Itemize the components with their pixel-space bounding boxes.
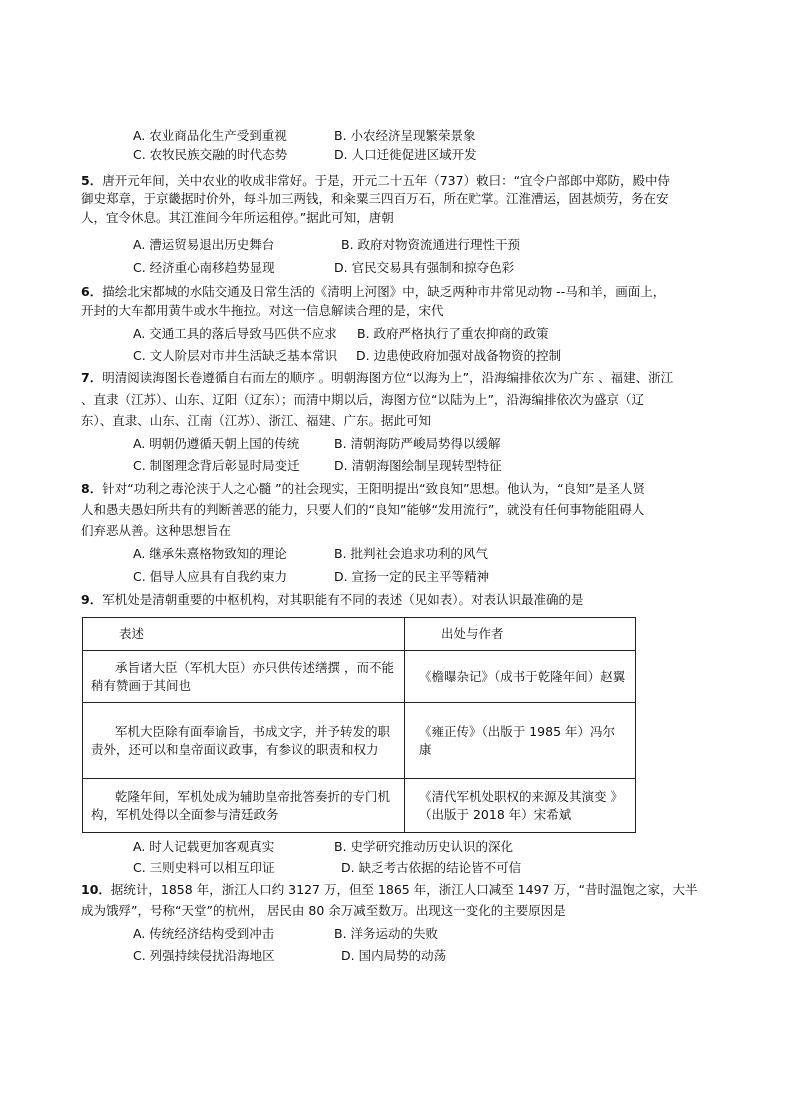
q10-option-b: B. 洋务运动的失败 (334, 926, 439, 941)
q5-option-a: A. 漕运贸易退出历史舞台 (133, 237, 275, 252)
table-cell-statement: 承旨诸大臣（军机大臣）亦只供传述缮撰 ，而不能稍有赞画于其间也 (83, 651, 405, 703)
q5-stem-line-2: 御史郑章，于京畿据时价外，每斗加三两钱，和籴粟三四百万石，所在贮掌。江淮漕运，固甚烦劳，务在安 (81, 191, 669, 206)
q9-option-c: C. 三则史料可以相互印证 (133, 860, 275, 875)
q9-option-b: B. 史学研究推动历史认识的深化 (334, 839, 514, 854)
q6-option-d: D. 边患使政府加强对战备物资的控制 (356, 348, 562, 363)
q5-stem-line-1: 5．唐开元年间，关中农业的收成非常好。于是，开元二十五年（737）敕曰：“宜令户部郎中郑防，殿中侍 (81, 173, 671, 188)
q8-option-c: C. 倡导人应具有自我约束力 (133, 569, 288, 584)
table-row (83, 651, 636, 703)
q9-option-a: A. 时人记载更加客观真实 (133, 839, 275, 854)
q8-option-b: B. 批判社会追求功利的风气 (334, 546, 489, 561)
q8-stem-line-2: 人和愚夫愚妇所共有的判断善恶的能力，只要人们的“良知”能够“发用流行”，就没有任何事物能阻碍人 (81, 502, 645, 517)
q10-stem-line-1: 10．据统计，1858 年，浙江人口约 3127 万，但至 1865 年，浙江人口减至 1497 万，“昔时温饱之家，大半 (81, 882, 698, 897)
q9-source-table (82, 617, 636, 833)
table-cell-statement: 军机大臣除有面奉谕旨，书成文字，并予转发的职责外，还可以和皇帝面议政事，有参议的职责和权力 (83, 703, 405, 779)
table-cell-statement: 乾隆年间，军机处成为辅助皇帝批答奏折的专门机构，军机处得以全面参与清廷政务 (83, 779, 405, 833)
q5-stem-line-3: 人，宜令休息。其江淮间今年所运租停。”据此可知，唐朝 (81, 210, 394, 225)
q8-stem-line-1: 8．针对“功利之毒沦浃于人之心髓 ”的社会现实，王阳明提出“致良知”思想。他认为，“良知”是圣人贤 (81, 481, 646, 496)
q6-stem-line-2: 开封的大车都用黄牛或水牛拖拉。对这一信息解读合理的是，宋代 (81, 303, 444, 318)
q10-option-a: A. 传统经济结构受到冲击 (133, 926, 275, 941)
q7-stem-line-3: 东）、直隶、山东、江南（江苏）、浙江、福建、广东。据此可知 (81, 413, 432, 428)
table-cell-source: 《清代军机处职权的来源及其演变 》（出版于 2018 年）宋希斌 (405, 779, 636, 833)
q9-stem: 9．军机处是清朝重要的中枢机构，对其职能有不同的表述（见如表）。对表认识最准确的是 (81, 592, 584, 607)
q5-option-c: C. 经济重心南移趋势显现 (133, 260, 275, 275)
q5-option-d: D. 官民交易具有强制和掠夺色彩 (334, 260, 515, 275)
q7-stem-line-1: 7．明清阅读海图长卷遵循自右而左的顺序 。明朝海图方位“以海为上”，沿海编排依次为广东 、福建、浙江 (81, 370, 674, 385)
q8-number: 8． (81, 481, 103, 496)
q6-option-c: C. 文人阶层对市井生活缺乏基本常识 (133, 348, 338, 363)
q7-option-c: C. 制图理念背后彰显时局变迁 (133, 458, 300, 473)
q6-number: 6． (81, 284, 103, 299)
table-header-row (83, 618, 636, 651)
q8-option-d: D. 宣扬一定的民主平等精神 (334, 569, 490, 584)
q5-number: 5． (81, 173, 103, 188)
q7-option-b: B. 清朝海防严峻局势得以缓解 (334, 436, 501, 451)
table-header-source: 出处与作者 (405, 618, 636, 651)
table-row (83, 703, 636, 779)
q9-number: 9． (81, 592, 103, 607)
q8-option-a: A. 继承朱熹格物致知的理论 (133, 546, 287, 561)
q10-number: 10． (81, 882, 111, 897)
q7-number: 7． (81, 370, 103, 385)
q4-option-a: A. 农业商品化生产受到重视 (133, 128, 287, 143)
q6-stem-line-1: 6．描绘北宋都城的水陆交通及日常生活的《清明上河图》中，缺乏两种市井常见动物 --马和羊，画面上， (81, 284, 666, 299)
q4-option-d: D. 人口迁徙促进区域开发 (334, 147, 477, 162)
q10-stem-line-2: 成为饿殍”，号称“天堂”的杭州， 居民由 80 余万减至数万。出现这一变化的主要原因是 (81, 903, 566, 918)
q9-option-d: D. 缺乏考古依据的结论皆不可信 (341, 860, 522, 875)
q6-option-b: B. 政府严格执行了重农抑商的政策 (357, 326, 549, 341)
q6-option-a: A. 交通工具的落后导致马匹供不应求 (133, 326, 337, 341)
table-cell-source: 《雍正传》（出版于 1985 年）冯尔康 (405, 703, 636, 779)
q5-option-b: B. 政府对物资流通进行理性干预 (341, 237, 521, 252)
q8-stem-line-3: 们弃恶从善。这种思想旨在 (81, 523, 232, 538)
table-header-statement: 表述 (83, 618, 405, 651)
q10-option-c: C. 列强持续侵扰沿海地区 (133, 948, 275, 963)
table-cell-source: 《檐曝杂记》（成书于乾隆年间）赵翼 (405, 651, 636, 703)
q10-option-d: D. 国内局势的动荡 (341, 948, 447, 963)
q7-stem-line-2: 、直隶（江苏）、山东、辽阳（辽东）；而清中期以后，海图方位“以陆为上”，沿海编排依次为盛京（辽 (81, 392, 644, 407)
table-row (83, 779, 636, 833)
q7-option-d: D. 清朝海图绘制呈现转型特征 (334, 458, 502, 473)
q4-option-b: B. 小农经济呈现繁荣景象 (334, 128, 476, 143)
q7-option-a: A. 明朝仍遵循天朝上国的传统 (133, 436, 300, 451)
q4-option-c: C. 农牧民族交融的时代态势 (133, 147, 288, 162)
